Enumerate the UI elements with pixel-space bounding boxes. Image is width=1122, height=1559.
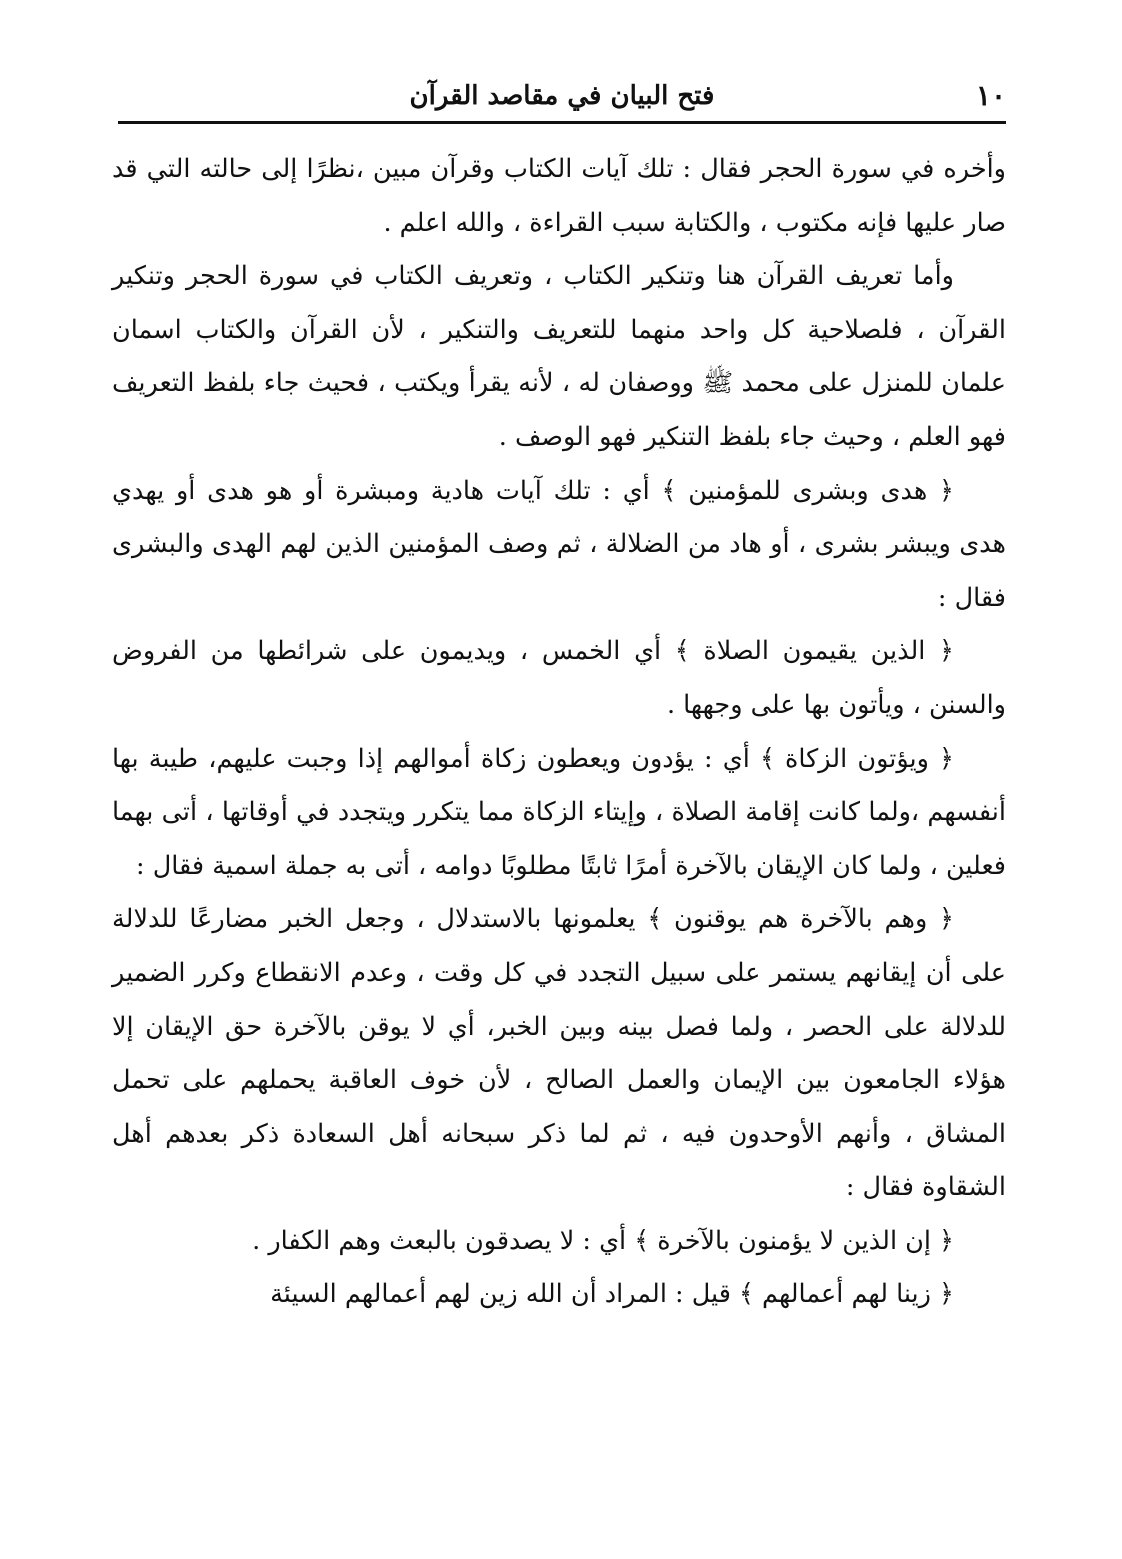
- paragraph: ﴿ ويؤتون الزكاة ﴾ أي : يؤدون ويعطون زكاة أموالهم إذا وجبت عليهم، طيبة بها أنفسهم ،ولما كانت إقامة الصلاة ، وإيتاء الزكاة مما يتكرر ويتجدد في أوقاتها ، أتى بهما فعلين ، ولما كان الإيقان بالآخرة أمرًا ثابتًا مطلوبًا دوامه ، أتى به جملة اسمية فقال :: [112, 743, 1006, 881]
- page-number: ١٠: [975, 79, 1006, 112]
- paragraph: ﴿ إن الذين لا يؤمنون بالآخرة ﴾ أي : لا يصدقون بالبعث وهم الكفار .: [252, 1225, 954, 1256]
- paragraph: ﴿ زينا لهم أعمالهم ﴾ قيل : المراد أن الله زين لهم أعمالهم السيئة: [270, 1279, 954, 1310]
- body-text: [112, 143, 1006, 1322]
- paragraph: ﴿ هدى وبشرى للمؤمنين ﴾ أي : تلك آيات هادية ومبشرة أو هو هدى أو يهدي هدى ويبشر بشرى ، أو هاد من الضلالة ، ثم وصف المؤمنين الذين لهم الهدى والبشرى فقال :: [112, 475, 1006, 613]
- running-title: فتح البيان في مقاصد القرآن: [409, 81, 715, 111]
- paragraph: وأخره في سورة الحجر فقال : تلك آيات الكتاب وقرآن مبين ،نظرًا إلى حالته التي قد صار عليها فإنه مكتوب ، والكتابة سبب القراءة ، والله اعلم .: [112, 154, 1006, 238]
- header-divider: [118, 121, 1006, 124]
- page-header: [118, 78, 1006, 118]
- paragraph: وأما تعريف القرآن هنا وتنكير الكتاب ، وتعريف الكتاب في سورة الحجر وتنكير القرآن ، فلصلاحية كل واحد منهما للتعريف والتنكير ، لأن القرآن والكتاب اسمان علمان للمنزل على محمد ﷺ ووصفان له ، لأنه يقرأ ويكتب ، فحيث جاء بلفظ التعريف فهو العلم ، وحيث جاء بلفظ التنكير فهو الوصف .: [112, 261, 1006, 452]
- paragraph: ﴿ الذين يقيمون الصلاة ﴾ أي الخمس ، ويديمون على شرائطها من الفروض والسنن ، ويأتون بها على وجهها .: [112, 636, 1006, 720]
- paragraph: ﴿ وهم بالآخرة هم يوقنون ﴾ يعلمونها بالاستدلال ، وجعل الخبر مضارعًا للدلالة على أن إيقانهم يستمر على سبيل التجدد في كل وقت ، وعدم الانقطاع وكرر الضمير للدلالة على الحصر ، ولما فصل بينه وبين الخبر، أي لا يوقن بالآخرة حق الإيقان إلا هؤلاء الجامعون بين الإيمان والعمل الصالح ، لأن خوف العاقبة يحملهم على تحمل المشاق ، وأنهم الأوحدون فيه ، ثم لما ذكر سبحانه أهل السعادة ذكر بعدهم أهل الشقاوة فقال :: [112, 904, 1006, 1203]
